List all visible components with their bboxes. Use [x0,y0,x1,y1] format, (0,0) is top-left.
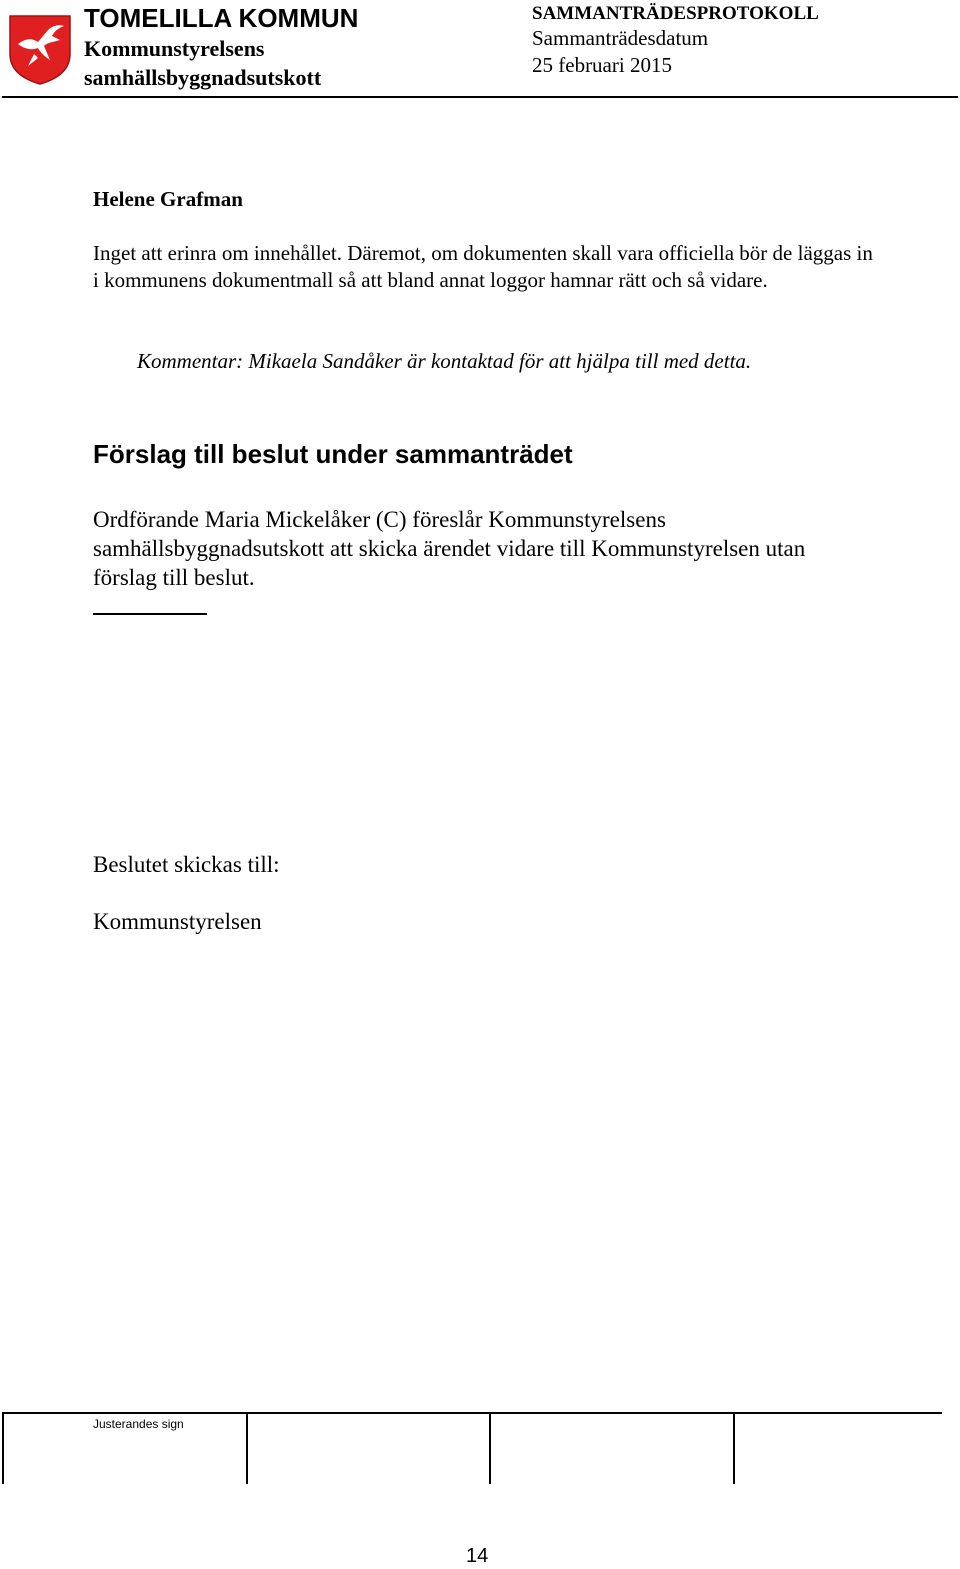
organization-name: TOMELILLA KOMMUN [84,3,359,33]
signature-divider [733,1414,735,1484]
signature-box [2,1412,942,1484]
organization-subtitle-line2: samhällsbyggnadsutskott [84,65,322,90]
speaker-name: Helene Grafman [93,187,243,211]
signature-divider [489,1414,491,1484]
section-heading: Förslag till beslut under sammanträdet [93,439,573,469]
sent-to-label: Beslutet skickas till: [93,852,280,877]
signature-divider [2,1414,4,1484]
section-end-rule [93,613,207,615]
coat-of-arms-icon [8,14,72,86]
meeting-date-label: Sammanträdesdatum [532,26,709,50]
document-header [0,0,960,100]
speaker-statement: Inget att erinra om innehållet. Däremot, om dokumenten skall vara officiella bör de läggas in i kommunens dokumentmall så att bland annat loggor hamnar rätt och så vidare. [93,241,873,292]
protocol-title: SAMMANTRÄDESPROTOKOLL [532,3,819,24]
organization-subtitle-line1: Kommunstyrelsens [84,36,265,61]
proposal-text: Ordförande Maria Mickelåker (C) föreslår Kommunstyrelsens samhällsbyggnadsutskott att skicka ärendet vidare till Kommunstyrelsen utan förslag till beslut. [93,507,806,590]
page-number: 14 [466,1545,489,1567]
meeting-date: 25 februari 2015 [532,53,672,77]
comment-note: Kommentar: Mikaela Sandåker är kontaktad för att hjälpa till med detta. [137,349,752,373]
sent-to-recipient: Kommunstyrelsen [93,909,262,934]
signature-divider [246,1414,248,1484]
signature-label: Justerandes sign [93,1417,184,1431]
header-divider [2,96,958,98]
